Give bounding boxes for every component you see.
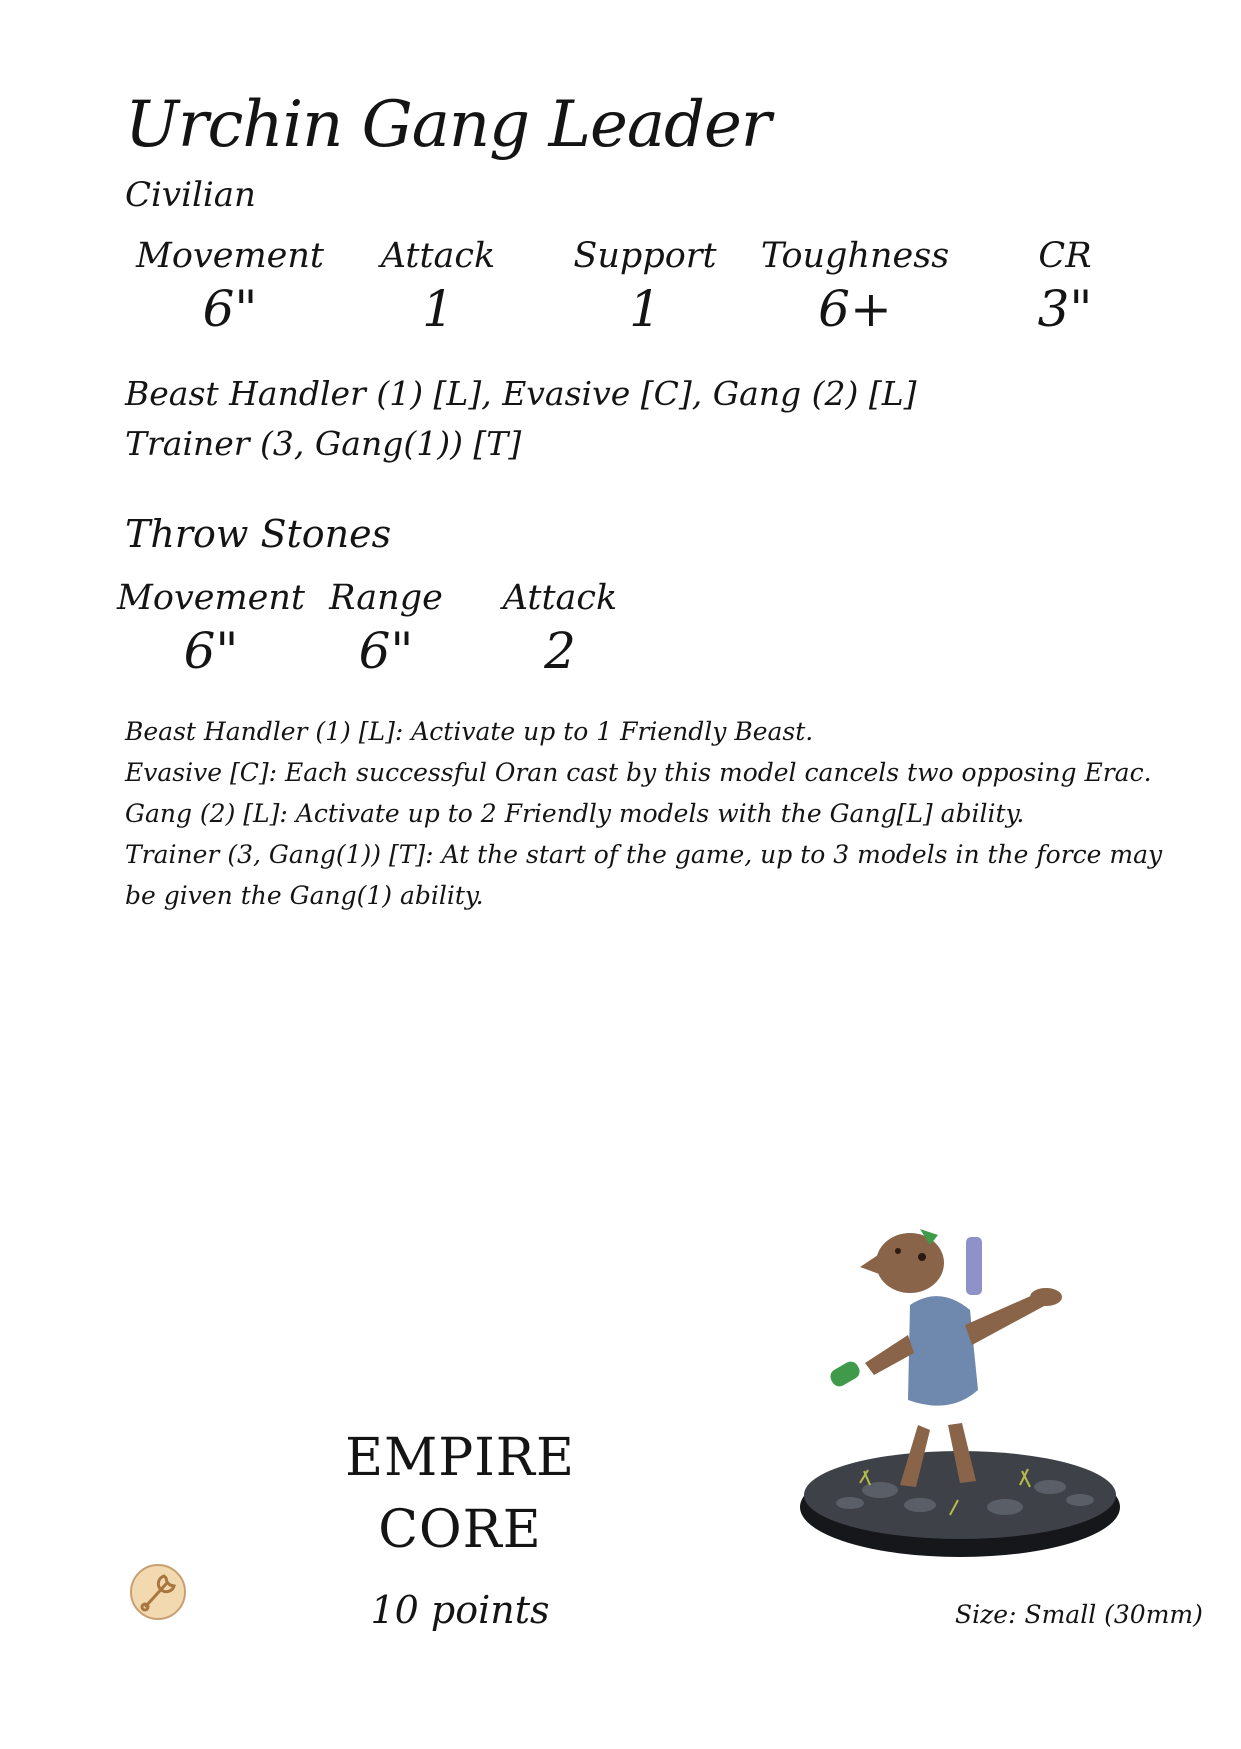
weapon-stat-movement	[111, 578, 311, 680]
ability-description: Beast Handler (1) [L]: Activate up to 1 Friendly Beast.	[125, 717, 814, 746]
faction-tier: CORE	[378, 1500, 542, 1560]
stat-label: Support	[573, 236, 717, 276]
weapon-stat-attack	[460, 578, 660, 680]
stat-label: Attack	[502, 578, 618, 618]
stat-label: Toughness	[760, 236, 950, 276]
stat-value: 3"	[1037, 280, 1093, 338]
stat-label: Movement	[136, 236, 324, 276]
abilities-line: Trainer (3, Gang(1)) [T]	[125, 424, 522, 463]
faction-name: EMPIRE	[345, 1428, 575, 1488]
points-cost: 10 points	[370, 1588, 550, 1632]
unit-title: Urchin Gang Leader	[125, 88, 771, 162]
unit-type: Civilian	[125, 175, 256, 215]
stat-value: 6+	[818, 280, 892, 338]
stat-label: CR	[1038, 236, 1092, 276]
stat-value: 6"	[358, 622, 414, 680]
stat-value: 6"	[202, 280, 258, 338]
stat-attack	[338, 236, 538, 338]
ability-description: be given the Gang(1) ability.	[125, 881, 484, 910]
weapon-stat-range	[286, 578, 486, 680]
ability-description: Evasive [C]: Each successful Oran cast by this model cancels two opposing Erac.	[125, 758, 1152, 787]
stat-cr	[965, 236, 1165, 338]
stat-value: 2	[544, 622, 576, 680]
miniature-photo	[790, 1215, 1180, 1570]
ability-description: Gang (2) [L]: Activate up to 2 Friendly models with the Gang[L] ability.	[125, 799, 1025, 828]
stat-toughness	[755, 236, 955, 338]
stat-support	[545, 236, 745, 338]
stat-value: 1	[422, 280, 454, 338]
stat-label: Movement	[117, 578, 305, 618]
wrench-icon	[128, 1562, 188, 1622]
stat-label: Range	[329, 578, 443, 618]
stat-value: 6"	[183, 622, 239, 680]
ability-description: Trainer (3, Gang(1)) [T]: At the start of the game, up to 3 models in the force may	[125, 840, 1163, 869]
stat-label: Attack	[380, 236, 496, 276]
stat-value: 1	[629, 280, 661, 338]
stat-movement	[130, 236, 330, 338]
base-size: Size: Small (30mm)	[955, 1600, 1203, 1629]
weapon-name: Throw Stones	[125, 512, 392, 556]
abilities-line: Beast Handler (1) [L], Evasive [C], Gang (2) [L]	[125, 374, 917, 413]
